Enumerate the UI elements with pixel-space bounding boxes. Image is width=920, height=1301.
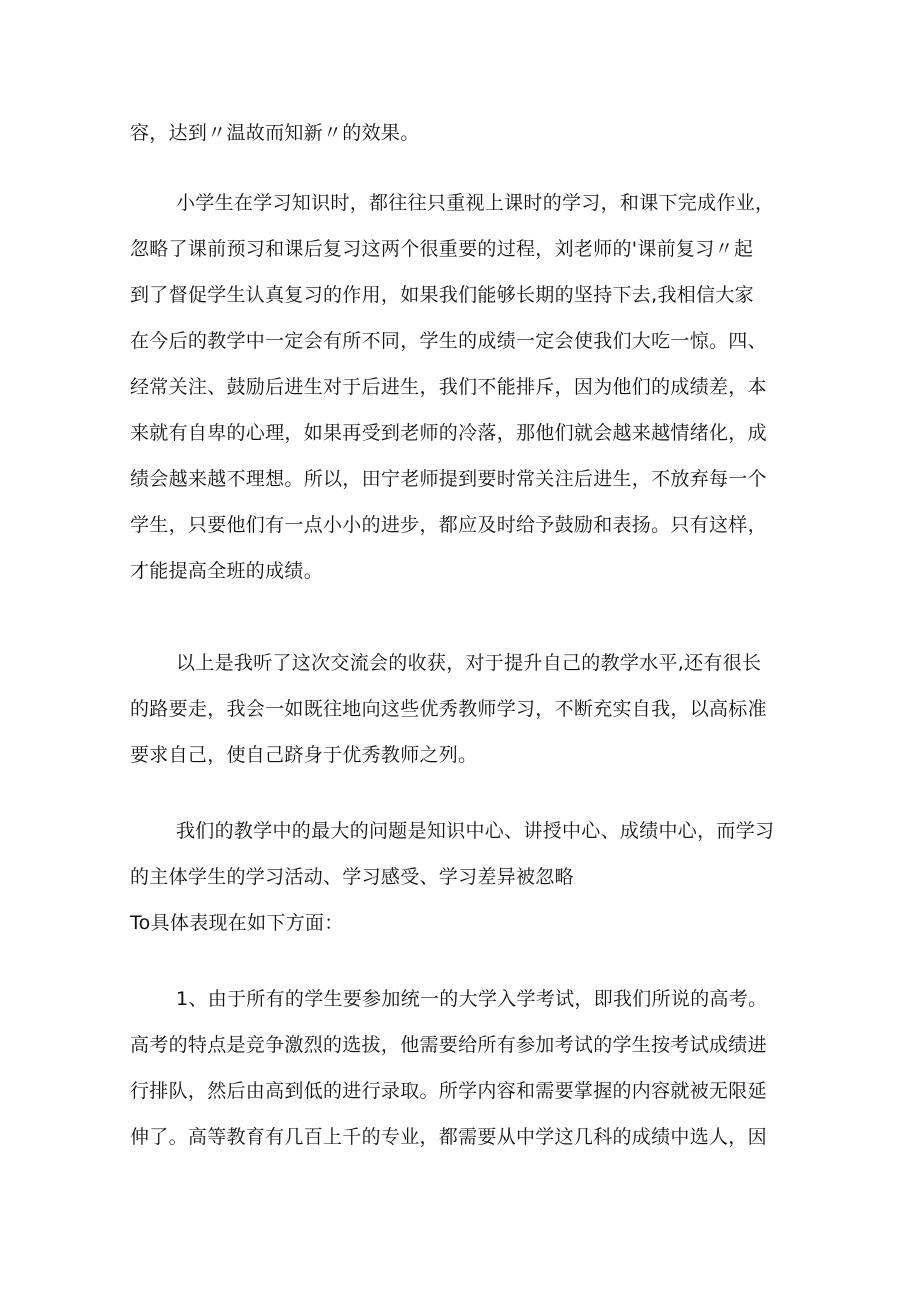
text-line: 经常关注、鼓励后进生对于后进生，我们不能排斥，因为他们的成绩差，本 (130, 376, 767, 398)
text-line: 小学生在学习知识时，都往往只重视上课时的学习，和课下完成作业， (176, 192, 775, 214)
text-line: 高考的特点是竞争激烈的选拔，他需要给所有参加考试的学生按考试成绩进 (130, 1034, 767, 1056)
text-line: 行排队，然后由高到低的进行录取。所学内容和需要掌握的内容就被无限延 (130, 1080, 767, 1102)
text-line: 到了督促学生认真复习的作用，如果我们能够长期的坚持下去,我相信大家 (130, 284, 754, 306)
text-line: 伸了。高等教育有几百上千的专业，都需要从中学这几科的成绩中选人，因 (130, 1126, 767, 1148)
paragraph-continuation (130, 110, 792, 156)
text-line: 才能提高全班的成绩。 (130, 560, 324, 582)
text-line: 以上是我听了这次交流会的收获，对于提升自己的教学水平,还有很长 (176, 652, 762, 674)
text-line: 绩会越来越不理想。所以，田宁老师提到要时常关注后进生，不放弃每一个 (130, 468, 767, 490)
text-line: To具体表现在如下方面： (130, 912, 344, 934)
text-line: 的路要走，我会一如既往地向这些优秀教师学习，不断充实自我，以高标准 (130, 698, 767, 720)
paragraph-exam-point-1 (130, 976, 792, 1160)
text-line: 要求自己，使自己跻身于优秀教师之列。 (130, 744, 478, 766)
text-line: 1、由于所有的学生要参加统一的大学入学考试，即我们所说的高考。 (176, 988, 768, 1010)
paragraph-review-importance (130, 180, 792, 594)
text-line: 学生，只要他们有一点小小的进步，都应及时给予鼓励和表扬。只有这样， (130, 514, 767, 536)
text-line: 在今后的教学中一定会有所不同，学生的成绩一定会使我们大吃一惊。四、 (130, 330, 767, 352)
text-line: 来就有自卑的心理，如果再受到老师的冷落，那他们就会越来越情绪化，成 (130, 422, 767, 444)
text-line: 我们的教学中的最大的问题是知识中心、讲授中心、成绩中心，而学习 (176, 820, 775, 842)
text-line: 忽略了课前预习和课后复习这两个很重要的过程，刘老师的'课前复习〃起 (130, 238, 754, 260)
paragraph-teaching-problems (130, 808, 792, 946)
paragraph-conclusion (130, 640, 792, 778)
text-line: 的主体学生的学习活动、学习感受、学习差异被忽略 (130, 866, 574, 888)
text-line: 容，达到〃温故而知新〃的效果。 (130, 122, 420, 144)
